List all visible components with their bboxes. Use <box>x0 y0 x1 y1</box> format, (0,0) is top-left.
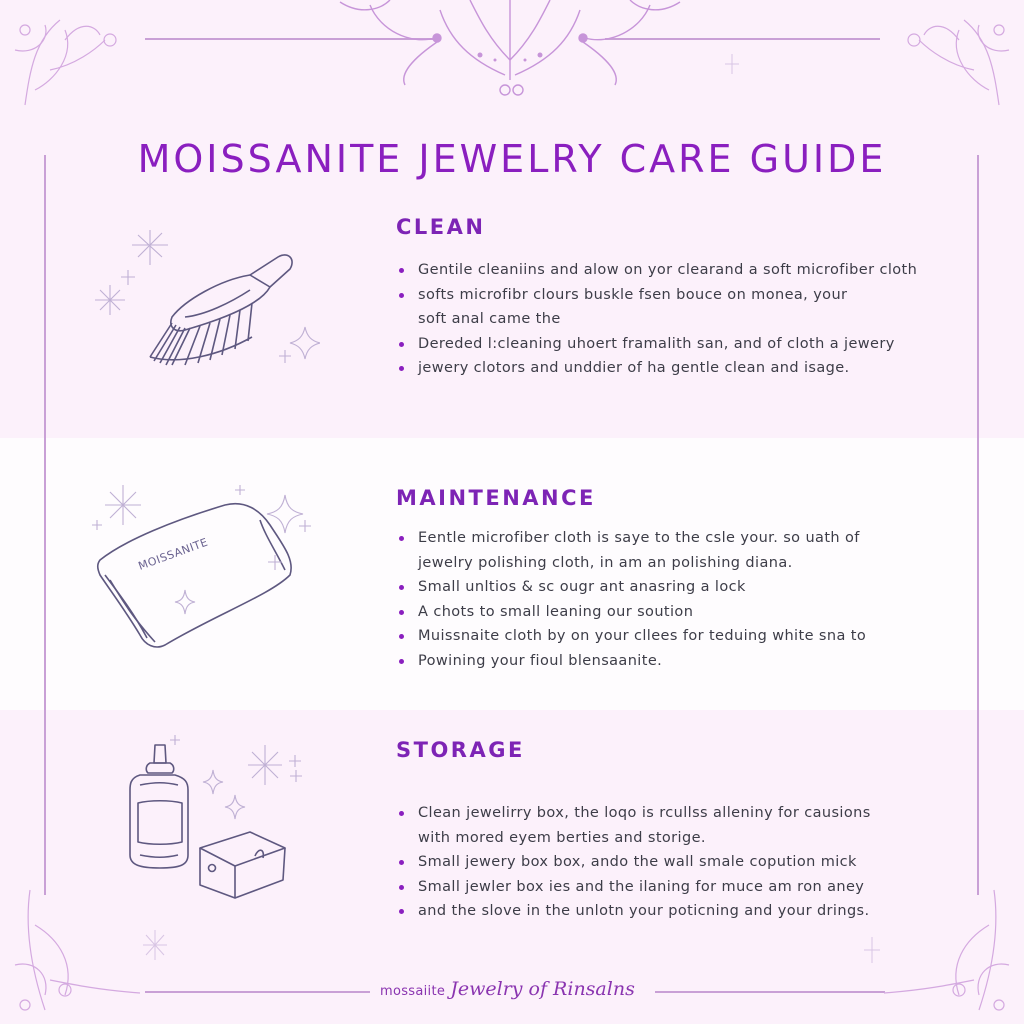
flourish-top-right-icon <box>879 10 1019 110</box>
footer-signature <box>380 978 635 1000</box>
page-title: MOISSANITE JEWELRY CARE GUIDE <box>137 137 887 182</box>
frame-line-right <box>977 155 979 895</box>
list-item: jewery clotors and unddier of ha gentle clean and isage. <box>396 356 966 381</box>
list-item: Clean jewelirry box, the loqo is rcullss alleniny for causions with mored eyem berties and storige. <box>396 801 908 850</box>
polishing-cloth-icon <box>85 480 325 660</box>
section-heading-maintenance: MAINTENANCE <box>396 486 596 510</box>
list-item: Powining your fioul blensaanite. <box>396 649 936 674</box>
sparkle-icon <box>140 925 170 965</box>
section-heading-storage: STORAGE <box>396 738 525 762</box>
list-item: Eentle microfiber cloth is saye to the csle your. so uath of jewelry polishing cloth, in am an polishing diana. <box>396 526 918 575</box>
list-item: A chots to small leaning our soution <box>396 600 936 625</box>
cloth-label: MOISSANITE <box>136 535 210 573</box>
list-item: Small unltios & sc ougr ant anasring a lock <box>396 575 936 600</box>
maintenance-bullet-list <box>396 526 936 673</box>
list-item: Dereded l:cleaning uhoert framalith san, and of cloth a jewery <box>396 332 966 357</box>
list-item: and the slove in the unlotn your poticning and your drings. <box>396 899 936 924</box>
list-item: Muissnaite cloth by on your cllees for teduing white sna to <box>396 624 936 649</box>
clean-bullet-list <box>396 258 966 381</box>
frame-line-left <box>44 155 46 895</box>
footer-brand-script: Jewelry of Rinsalns <box>450 978 635 1000</box>
sparkle-icon <box>722 52 742 76</box>
frame-line-bottom-left <box>145 991 370 993</box>
storage-bullet-list <box>396 801 936 924</box>
list-item: Gentile cleaniins and alow on yor clearand a soft microfiber cloth <box>396 258 966 283</box>
list-item: Small jewler box ies and the ilaning for muce am ron aney <box>396 875 936 900</box>
list-item: softs microfibr clours buskle fsen bouce on monea, your soft anal came the <box>396 283 878 332</box>
section-heading-clean: CLEAN <box>396 215 486 239</box>
bottle-and-box-icon <box>100 730 320 910</box>
brush-icon <box>90 215 320 385</box>
footer-brand-small: mossaiite <box>380 984 446 999</box>
list-item: Small jewery box box, ando the wall smale copution mick <box>396 850 936 875</box>
sparkle-icon <box>860 935 884 965</box>
frame-line-bottom-right <box>655 991 885 993</box>
flourish-top-left-icon <box>5 10 145 110</box>
flourish-top-center-icon <box>300 0 720 105</box>
